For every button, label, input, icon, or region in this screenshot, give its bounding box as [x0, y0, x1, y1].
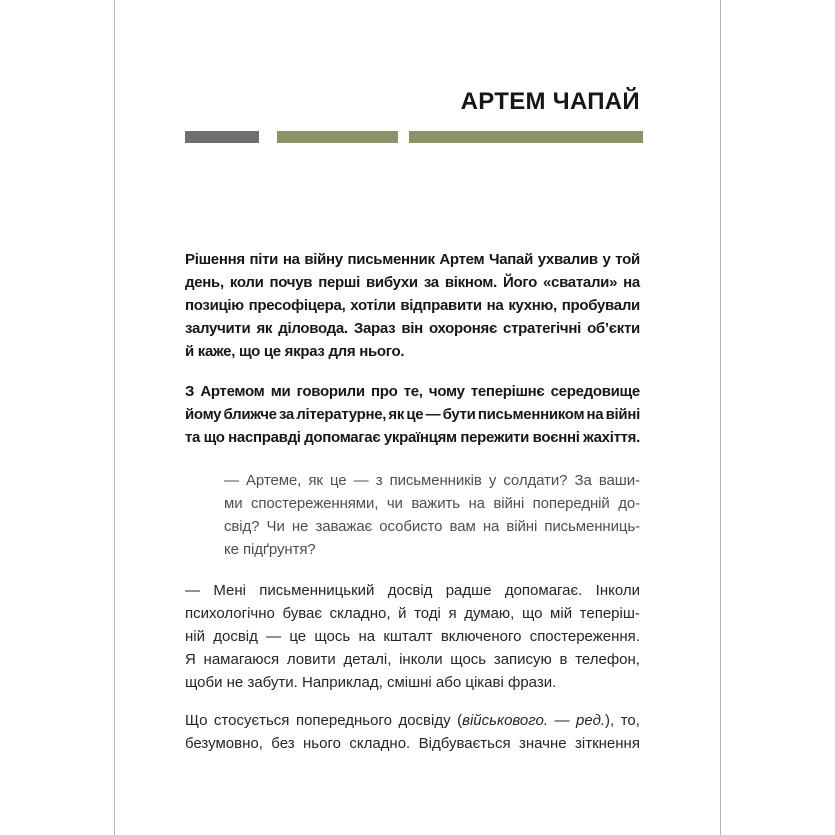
word: З: [185, 383, 195, 400]
page-title: АРТЕМ ЧАПАЙ: [460, 88, 640, 115]
word: охороняє: [428, 320, 497, 337]
word: спостереження.: [529, 628, 640, 645]
word: кухню,: [508, 297, 557, 314]
word: війні: [605, 406, 640, 423]
word: телефон,: [575, 651, 640, 668]
word: у: [488, 472, 497, 489]
word: вибухи: [365, 274, 418, 291]
text-line: [185, 426, 640, 449]
word: це: [289, 628, 307, 645]
text-line: [185, 294, 640, 317]
word: радше: [445, 582, 492, 599]
word: не: [291, 518, 309, 535]
word: у: [602, 251, 611, 268]
text-line: [185, 648, 640, 671]
word: теперішнє: [470, 383, 545, 400]
word: Зараз: [353, 320, 396, 337]
word: й: [398, 605, 407, 622]
word: в: [559, 651, 568, 668]
text-line: [224, 492, 640, 515]
word: намагаюся: [203, 651, 280, 668]
word: мій: [550, 605, 573, 622]
bar-olive-1: [277, 131, 398, 143]
word: —: [224, 472, 239, 489]
text-line: [185, 579, 640, 602]
word: (військового.: [457, 712, 549, 729]
word: на: [486, 297, 504, 314]
word: говорили: [296, 383, 365, 400]
word: ваши-: [598, 472, 640, 489]
word: день,: [185, 274, 224, 291]
page-edge-left: [114, 0, 116, 835]
word: письменник: [347, 251, 435, 268]
word: тоді: [414, 605, 441, 622]
word: середовище: [550, 383, 640, 400]
paragraph-intro-2: [185, 380, 640, 449]
word: складно,: [329, 605, 391, 622]
text-line: [224, 469, 640, 492]
word: як: [256, 320, 273, 337]
word: з: [375, 472, 383, 489]
word: заважає: [315, 518, 373, 535]
word: інколи: [399, 651, 443, 668]
word: особисто: [379, 518, 443, 535]
word: коли: [229, 274, 264, 291]
word: Я: [185, 651, 196, 668]
word: як: [308, 472, 323, 489]
word: теперіш-: [579, 605, 640, 622]
word: вікном.: [444, 274, 497, 291]
word: про: [371, 383, 398, 400]
word: ближче: [223, 406, 277, 423]
word: ред.),: [576, 712, 615, 729]
word: —: [554, 712, 570, 729]
paragraph-answer-1: [185, 579, 640, 694]
word: що: [521, 605, 543, 622]
word: стратегічні: [503, 320, 581, 337]
word: на: [282, 251, 300, 268]
word: за: [423, 274, 439, 291]
word: важить: [411, 495, 460, 512]
word: діловода.: [278, 320, 348, 337]
word: війні: [493, 495, 525, 512]
word: деталі,: [343, 651, 392, 668]
paragraph-intro-1: [185, 248, 640, 363]
word: буває: [282, 605, 323, 622]
word: допомагає: [304, 429, 381, 446]
word: письменником: [477, 406, 585, 423]
word: «сватали»: [543, 274, 618, 291]
text-line: [185, 732, 640, 755]
word: на: [623, 274, 640, 291]
word: перші: [318, 274, 360, 291]
word: письменників: [389, 472, 482, 489]
word: нього: [303, 735, 341, 752]
word: та: [185, 429, 201, 446]
word: пережити: [460, 429, 530, 446]
word: пробували: [561, 297, 640, 314]
word: свід?: [224, 518, 260, 535]
word: досвід: [213, 628, 258, 645]
text-line: [185, 248, 640, 271]
word: —: [266, 628, 282, 645]
paragraph-answer-2: [185, 709, 640, 755]
word: йому: [185, 406, 222, 423]
word: солдати?: [503, 472, 568, 489]
word: я: [448, 605, 457, 622]
word: Чи: [266, 518, 285, 535]
word: —: [353, 472, 369, 489]
word: записую: [493, 651, 552, 668]
word: письменниць-: [544, 518, 640, 535]
word: піти: [249, 251, 279, 268]
word: без: [271, 735, 295, 752]
word: почув: [269, 274, 313, 291]
text-line: ке підґрунтя?: [224, 541, 316, 558]
word: Артеме,: [246, 472, 302, 489]
word: Артем: [439, 251, 485, 268]
text-line: [185, 380, 640, 403]
word: ній: [185, 628, 205, 645]
word: українцям: [383, 429, 457, 446]
word: на: [586, 406, 604, 423]
word: літературне,: [296, 406, 387, 423]
word: зіткнення: [574, 735, 640, 752]
word: —: [425, 406, 441, 423]
word: на: [482, 518, 500, 535]
word: —: [185, 582, 200, 599]
word: безумовно,: [185, 735, 263, 752]
word: вам: [449, 518, 476, 535]
word: що: [203, 429, 225, 446]
word: думаю,: [464, 605, 515, 622]
word: відправити: [400, 297, 482, 314]
word: до-: [618, 495, 640, 512]
paragraph-question: [224, 469, 640, 561]
word: за: [278, 406, 294, 423]
word: щось: [314, 628, 351, 645]
bar-olive-2: [409, 131, 643, 143]
word: те,: [403, 383, 423, 400]
word: значне: [518, 735, 567, 752]
word: Інколи: [595, 582, 640, 599]
word: допомагає.: [504, 582, 583, 599]
word: Мені: [213, 582, 246, 599]
word: ми: [224, 495, 243, 512]
word: письменницький: [259, 582, 375, 599]
word: той: [615, 251, 640, 268]
word: стосується: [213, 712, 290, 729]
word: Відбувається: [418, 735, 511, 752]
text-line: [185, 317, 640, 340]
word: складно.: [349, 735, 411, 752]
word: Чапай: [488, 251, 533, 268]
word: Артемом: [200, 383, 265, 400]
word: хотіли: [350, 297, 396, 314]
word: Його: [503, 274, 537, 291]
word: залучити: [185, 320, 251, 337]
word: війні: [506, 518, 538, 535]
word: він: [401, 320, 423, 337]
word: це: [329, 472, 347, 489]
word: війну: [304, 251, 343, 268]
text-line: [185, 602, 640, 625]
text-line: [185, 403, 640, 426]
word: Рішення: [185, 251, 245, 268]
word: щось: [450, 651, 487, 668]
word: жахіття.: [583, 429, 640, 446]
word: спостереженнями,: [250, 495, 379, 512]
text-line: щоби не забути. Наприклад, смішні або цікаві фрази.: [185, 674, 557, 691]
text-line: й каже, що це якраз для нього.: [185, 343, 405, 360]
word: За: [574, 472, 592, 489]
word: попереднього: [295, 712, 392, 729]
text-line: [185, 271, 640, 294]
word: Що: [185, 712, 208, 729]
word: пресофіцера,: [248, 297, 346, 314]
word: чи: [386, 495, 403, 512]
word: як: [388, 406, 405, 423]
word: позицію: [185, 297, 244, 314]
text-line: [224, 515, 640, 538]
word: на: [358, 628, 376, 645]
word: це: [406, 406, 424, 423]
divider-bars: [185, 131, 643, 143]
text-line: [185, 709, 640, 732]
word: ухвалив: [537, 251, 598, 268]
word: то,: [620, 712, 640, 729]
word: насправді: [228, 429, 301, 446]
word: досвід: [387, 582, 433, 599]
word: ми: [270, 383, 291, 400]
word: кшталт: [383, 628, 433, 645]
word: досвіду: [398, 712, 451, 729]
word: воєнні: [532, 429, 580, 446]
word: бути: [442, 406, 476, 423]
word: об’єкти: [587, 320, 640, 337]
word: попередній: [532, 495, 610, 512]
word: ловити: [286, 651, 336, 668]
word: психологічно: [185, 605, 275, 622]
page-edge-right: [720, 0, 722, 835]
text-line: [185, 625, 640, 648]
bar-gray: [185, 131, 259, 143]
word: на: [468, 495, 485, 512]
word: чому: [428, 383, 465, 400]
word: включеного: [440, 628, 522, 645]
